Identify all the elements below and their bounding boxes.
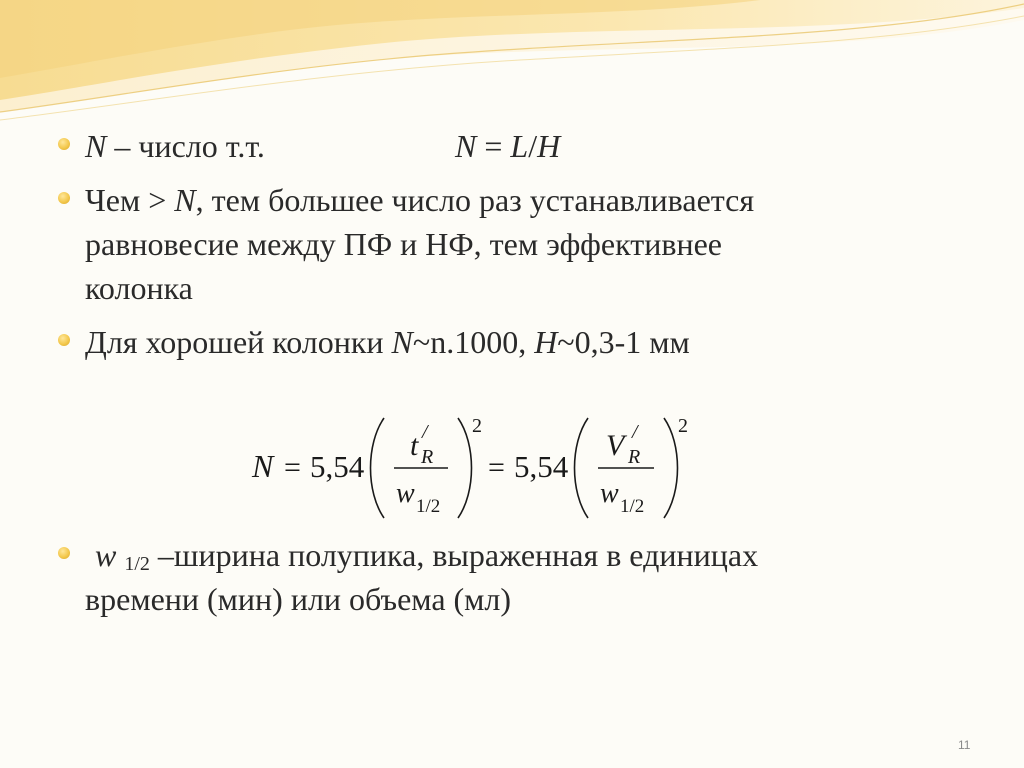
denominator-2-w: w: [600, 478, 619, 509]
n-value: ~n.1000,: [412, 324, 535, 360]
l-symbol: L: [510, 128, 529, 164]
formula-equals-2: =: [488, 451, 505, 484]
denominator-2-sub: 1/2: [620, 496, 645, 517]
h-symbol: H: [534, 324, 558, 360]
plate-number-formula: [240, 400, 710, 530]
numerator-2-sub: R: [628, 446, 641, 468]
formula-coef-2: 5,54: [514, 449, 569, 484]
n-symbol: N: [391, 324, 413, 360]
formula-coef-1: 5,54: [310, 449, 365, 484]
equals-sign: =: [476, 128, 511, 164]
bullet-2-rest: , тем большее число раз устанавливается: [195, 182, 755, 218]
bullet-3-prefix: Для хорошей колонки: [85, 324, 392, 360]
w-symbol: w: [95, 537, 117, 573]
bullet-marker-1: [58, 138, 70, 150]
numerator-2-prime: /: [632, 421, 638, 443]
n-definition: – число т.т.: [106, 128, 265, 164]
left-paren-2: [575, 418, 589, 518]
slash: /: [528, 128, 538, 164]
numerator-2-v: V: [606, 429, 625, 462]
n-formula: [455, 124, 560, 168]
denominator-1-sub: 1/2: [416, 496, 441, 517]
bullet-marker-3: [58, 334, 70, 346]
numerator-1-prime: /: [422, 421, 428, 443]
left-paren-1: [371, 418, 385, 518]
n-symbol: N: [455, 128, 477, 164]
bullet-3-text: [85, 320, 690, 364]
h-symbol: H: [537, 128, 561, 164]
bullet-2-prefix: Чем >: [85, 182, 175, 218]
n-symbol: N: [174, 182, 196, 218]
w-subscript: 1/2: [124, 553, 150, 575]
bullet-4-line-2: времени (мин) или объема (мл): [85, 581, 512, 617]
power-2: 2: [678, 415, 688, 437]
bullet-marker-4: [58, 547, 70, 559]
bullet-2-line-3: колонка: [85, 270, 193, 306]
formula-equals-1: =: [284, 451, 301, 484]
bullet-2-line-2: равновесие между ПФ и НФ, тем эффективнее: [85, 226, 722, 262]
denominator-1-w: w: [396, 478, 415, 509]
bullet-1-text: [85, 124, 265, 168]
n-symbol: N: [85, 128, 107, 164]
power-1: 2: [472, 415, 482, 437]
right-paren-2: [664, 418, 678, 518]
right-paren-1: [458, 418, 472, 518]
numerator-1-sub: R: [421, 446, 434, 468]
h-value: ~0,3-1 мм: [557, 324, 690, 360]
formula-n: N: [252, 448, 274, 484]
bullet-2-line-1: [85, 178, 754, 222]
slide-number: 11: [958, 738, 971, 752]
numerator-1-t: t: [410, 429, 419, 462]
bullet-marker-2: [58, 192, 70, 204]
bullet-4-rest: –ширина полупика, выраженная в единицах: [149, 537, 759, 573]
